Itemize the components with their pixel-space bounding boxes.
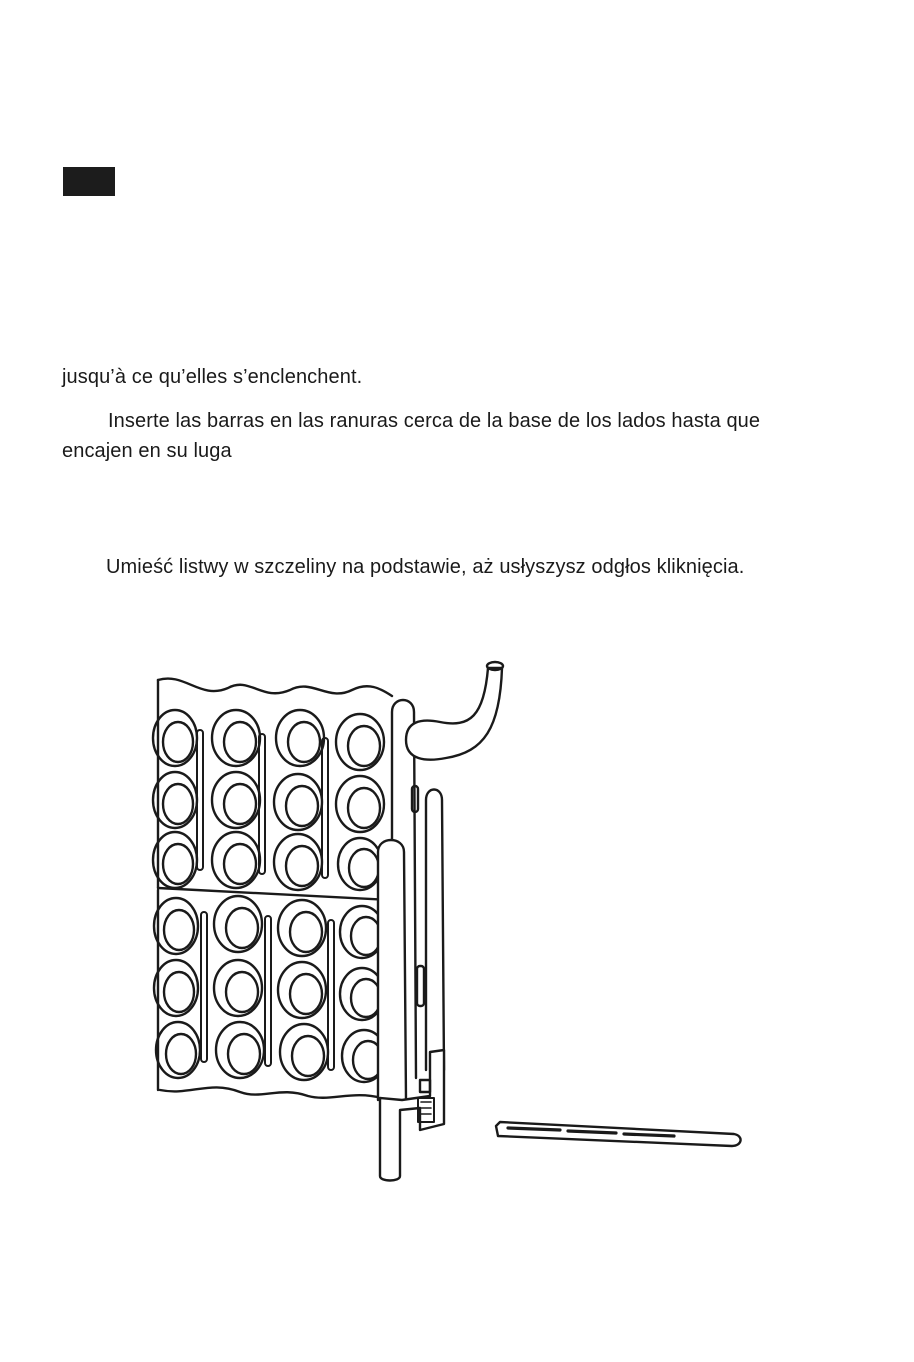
wine-rack-assembly-illustration (150, 655, 760, 1195)
lower-shelf-bottom-outline (160, 1087, 382, 1098)
post-slot-lower (417, 966, 424, 1006)
upper-shelf-outline (158, 679, 392, 696)
rear-upright (426, 790, 444, 1071)
front-upright (378, 840, 406, 1100)
foot-notch (420, 1080, 430, 1092)
instruction-french-tail: jusqu’à ce qu’elles s’enclenchent. (62, 366, 363, 388)
pipe-opening (487, 662, 503, 670)
loose-bar (496, 1122, 741, 1146)
instruction-spanish-line-1: Inserte las barras en las ranuras cerca de la base de los lados hasta que (108, 410, 761, 432)
instruction-spanish-line-2: encajen en su luga (62, 440, 232, 462)
section-marker-block (63, 167, 115, 196)
instruction-polish: Umieść listwy w szczeliny na podstawie, aż usłyszysz odgłos kliknięcia. (106, 556, 745, 578)
upper-bottle-holes (153, 710, 384, 890)
curved-pipe (406, 668, 502, 760)
